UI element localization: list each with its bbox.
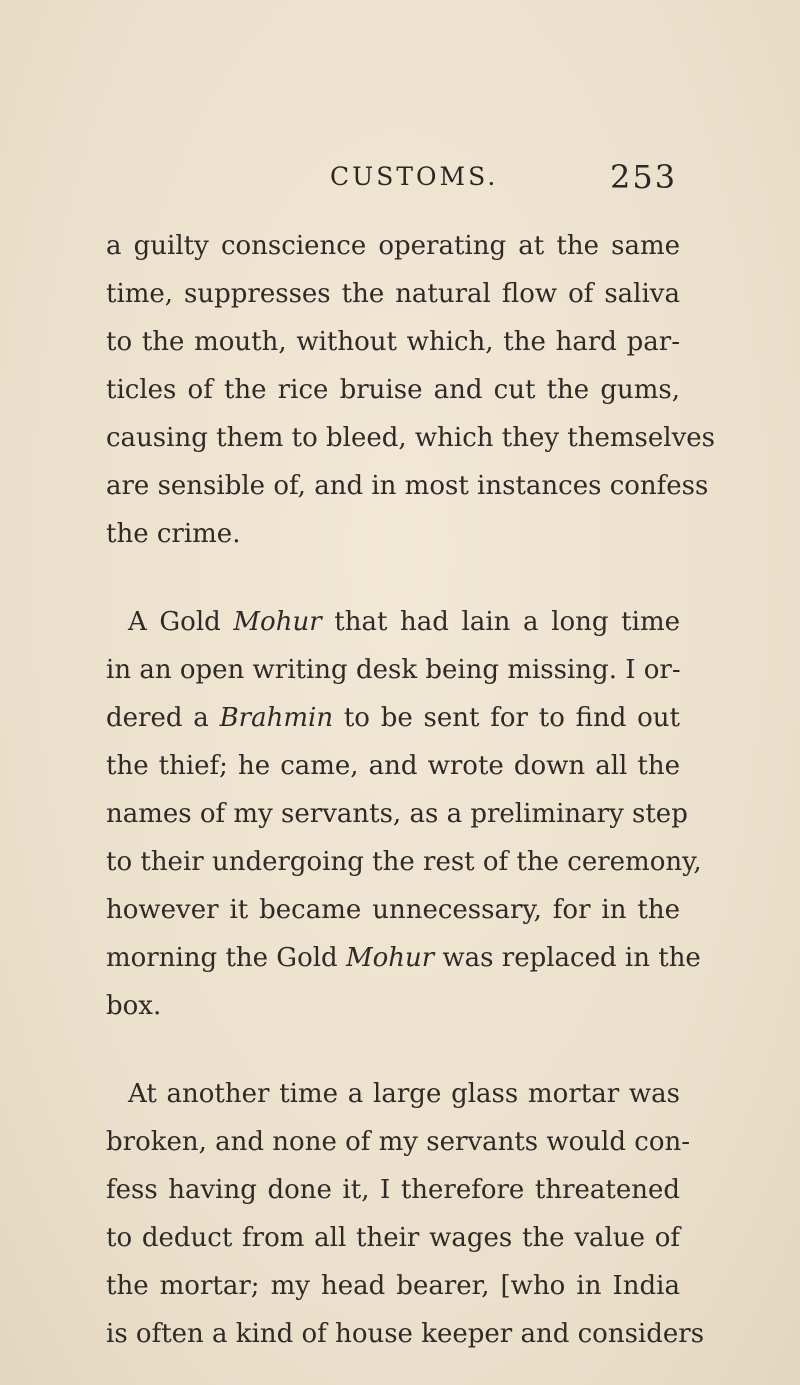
text-line: ticles of the rice bruise and cut the gums, [106,375,680,405]
paragraph [106,1070,705,1358]
text-line: At another time a large glass mortar was [128,1079,680,1109]
page-number: 253 [610,158,678,196]
text-line: A Gold Mohur that had lain a long time [128,607,680,637]
text-line: are sensible of, and in most instances confess [106,471,709,501]
text-line: to their undergoing the rest of the ceremony, [106,847,702,877]
text-line: morning the Gold Mohur was replaced in the [106,943,701,973]
paragraph [106,598,702,1030]
text-line: the mortar; my head bearer, [who in India [106,1271,680,1301]
text-line: time, suppresses the natural flow of saliva [106,279,680,309]
text-line: to the mouth, without which, the hard par- [106,327,680,357]
text-line: causing them to bleed, which they themselves [106,423,716,453]
text-line: dered a Brahmin to be sent for to find out [106,703,680,733]
text-line: broken, and none of my servants would con- [106,1127,691,1157]
text-line: names of my servants, as a preliminary step [106,799,688,829]
paragraph [106,222,716,558]
page-header [0,158,800,198]
text-line: to deduct from all their wages the value of [106,1223,680,1253]
text-line: is often a kind of house keeper and considers [106,1319,705,1349]
paragraph-gap [106,558,680,598]
running-head: CUSTOMS. [330,162,499,191]
text-line: the crime. [106,519,241,549]
text-line: fess having done it, I therefore threatened [106,1175,680,1205]
text-line: however it became unnecessary, for in the [106,895,680,925]
body-text [106,222,716,1358]
text-line: the thief; he came, and wrote down all the [106,751,680,781]
paragraph-gap [106,1030,680,1070]
text-line: in an open writing desk being missing. I or- [106,655,681,685]
text-line: box. [106,991,162,1021]
text-line: a guilty conscience operating at the same [106,231,680,261]
